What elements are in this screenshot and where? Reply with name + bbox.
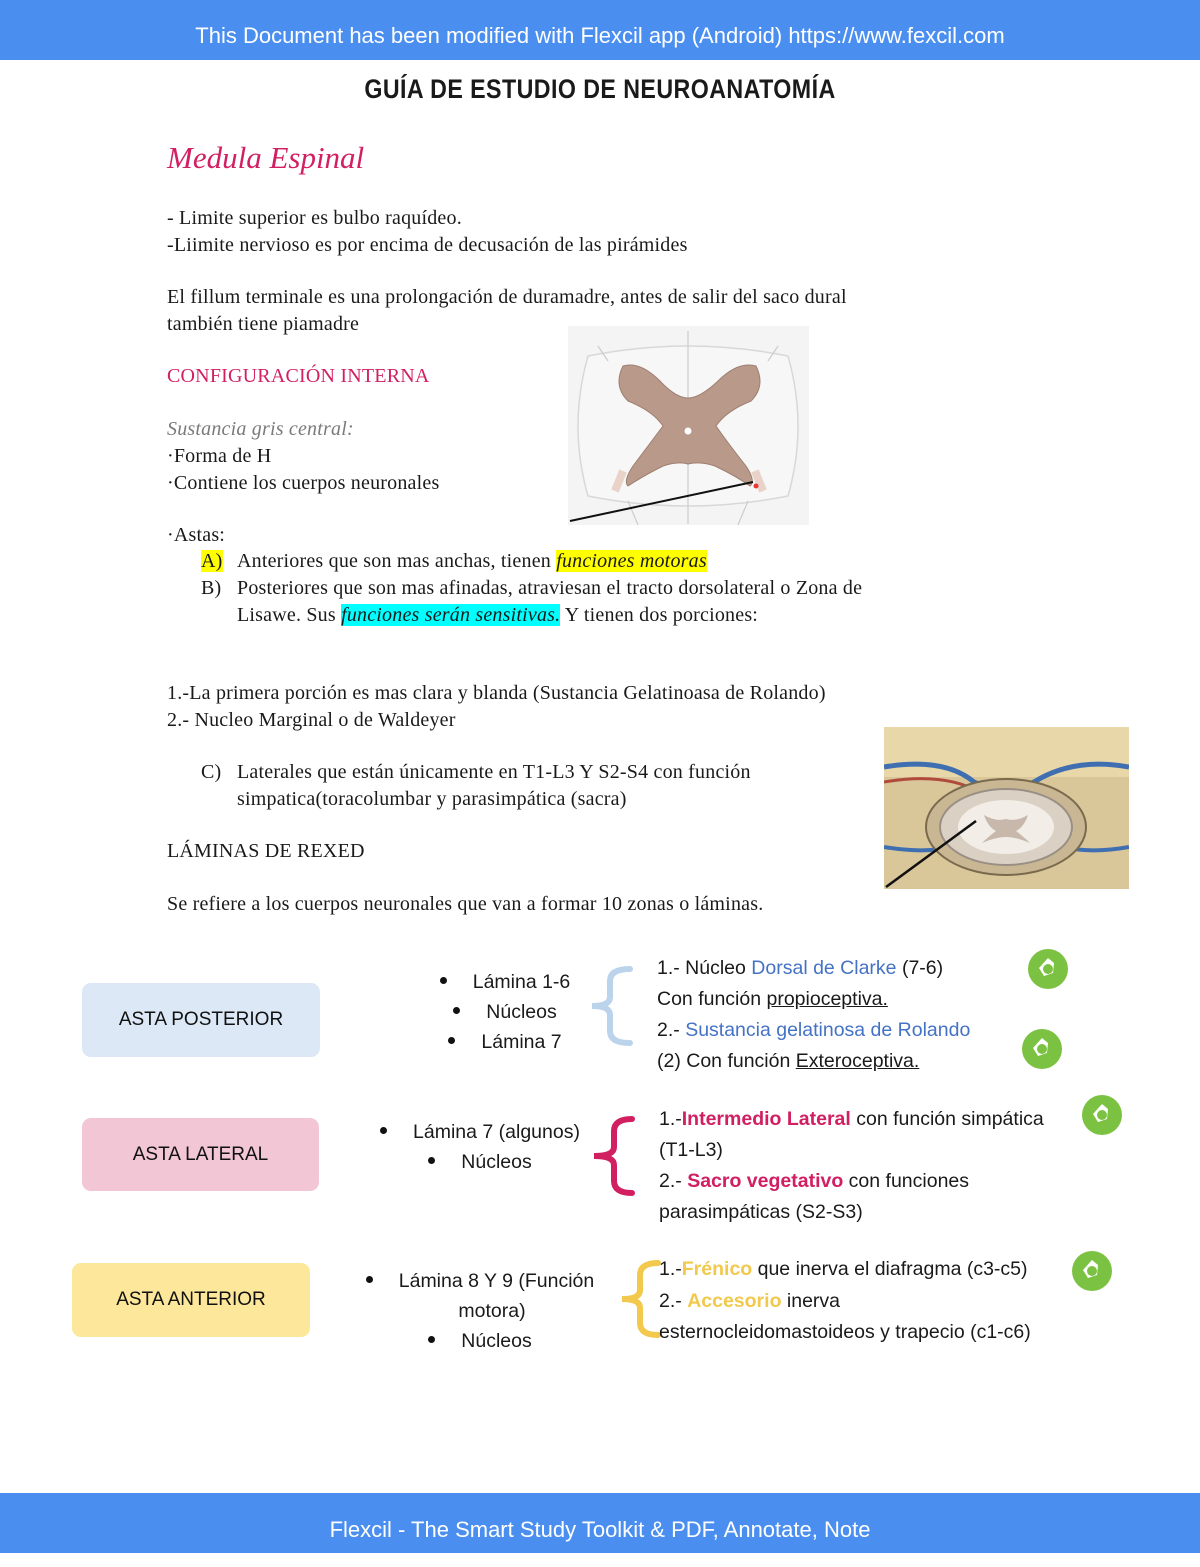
list-item: Lámina 8 Y 9 (Función — [340, 1270, 620, 1300]
flower-sticker-icon — [1080, 1093, 1124, 1137]
anterior-nucleus-1: 1.-Frénico que inerva el diafragma (c3-c5) — [659, 1258, 1028, 1280]
text-line: ·Contiene los cuerpos neuronales — [167, 472, 440, 494]
lateral-nucleus-1-range: (T1-L3) — [659, 1139, 723, 1161]
list-item: Lámina 1-6 — [400, 971, 610, 1001]
list-item-a: A) Anteriores que son mas anchas, tienen funciones motoras — [201, 550, 707, 572]
text-line: El fillum terminale es una prolongación de duramadre, antes de salir del saco dural — [167, 286, 847, 308]
list-item: Lámina 7 (algunos) — [360, 1121, 600, 1151]
spinal-cord-section-image — [884, 727, 1129, 889]
flower-sticker-icon — [1070, 1249, 1114, 1293]
text-line: 2.- Nucleo Marginal o de Waldeyer — [167, 709, 456, 731]
section-title: Medula Espinal — [167, 140, 365, 175]
highlight-motoras: funciones motoras — [556, 550, 707, 572]
list-item-c: C) Laterales que están únicamente en T1-L3 Y S2-S4 con función — [201, 761, 751, 783]
brace-anterior-icon — [618, 1258, 664, 1340]
list-item: Núcleos — [400, 1001, 610, 1031]
highlight-sensitivas: funciones serán sensitivas. — [341, 604, 561, 626]
list-anterior — [340, 1270, 620, 1360]
text-line: ·Astas: — [167, 524, 226, 546]
brace-posterior-icon — [588, 965, 638, 1047]
posterior-nucleus-2-function: (2) Con función Exteroceptiva. — [657, 1050, 920, 1072]
list-item-b: B) Posteriores que son mas afinadas, atraviesan el tracto dorsolateral o Zona de — [201, 577, 863, 599]
spinal-cord-diagram-image — [568, 326, 809, 525]
list-item-b-cont: Lisawe. Sus funciones serán sensitivas. Y tienen dos porciones: — [237, 604, 759, 626]
list-item-continued: motora) — [458, 1300, 526, 1322]
subheading-sustancia: Sustancia gris central: — [167, 418, 354, 440]
subheading-config: CONFIGURACIÓN INTERNA — [167, 365, 430, 387]
anterior-nucleus-2: 2.- Accesorio inerva — [659, 1290, 841, 1312]
subheading-laminas: LÁMINAS DE REXED — [167, 840, 365, 862]
list-lateral — [360, 1121, 600, 1181]
list-item: Lámina 7 — [400, 1031, 610, 1061]
text-line: Se refiere a los cuerpos neuronales que van a formar 10 zonas o láminas. — [167, 893, 764, 915]
lateral-nucleus-2-function: parasimpáticas (S2-S3) — [659, 1201, 863, 1223]
top-banner: This Document has been modified with Flexcil app (Android) https://www.fexcil.com — [0, 0, 1200, 60]
lateral-nucleus-1: 1.-Intermedio Lateral con función simpática — [659, 1108, 1044, 1130]
posterior-nucleus-1: 1.- Núcleo Dorsal de Clarke (7-6) — [657, 957, 944, 979]
posterior-nucleus-1-function: Con función propioceptiva. — [657, 988, 888, 1010]
text-line: - Limite superior es bulbo raquídeo. — [167, 207, 462, 229]
text-line: ·Forma de H — [167, 445, 272, 467]
text-line: también tiene piamadre — [167, 313, 360, 335]
box-asta-lateral: ASTA LATERAL — [82, 1118, 319, 1191]
bottom-banner: Flexcil - The Smart Study Toolkit & PDF, Annotate, Note — [0, 1493, 1200, 1553]
posterior-nucleus-2: 2.- Sustancia gelatinosa de Rolando — [657, 1019, 971, 1041]
page-title: GUÍA DE ESTUDIO DE NEUROANATOMÍA — [364, 74, 836, 104]
list-item: Núcleos — [340, 1330, 620, 1360]
list-item-c-cont: simpatica(toracolumbar y parasimpática (sacra) — [237, 788, 627, 810]
list-posterior — [400, 971, 610, 1061]
brace-lateral-icon — [590, 1114, 638, 1198]
anterior-nucleus-2-function: esternocleidomastoideos y trapecio (c1-c6) — [659, 1321, 1031, 1343]
box-asta-anterior: ASTA ANTERIOR — [72, 1263, 310, 1337]
lateral-nucleus-2: 2.- Sacro vegetativo con funciones — [659, 1170, 970, 1192]
text-line: -Liimite nervioso es por encima de decusación de las pirámides — [167, 234, 688, 256]
box-asta-posterior: ASTA POSTERIOR — [82, 983, 320, 1057]
flower-sticker-icon — [1026, 947, 1070, 991]
flower-sticker-icon — [1020, 1027, 1064, 1071]
list-item: Núcleos — [360, 1151, 600, 1181]
text-line: 1.-La primera porción es mas clara y blanda (Sustancia Gelatinoasa de Rolando) — [167, 682, 826, 704]
